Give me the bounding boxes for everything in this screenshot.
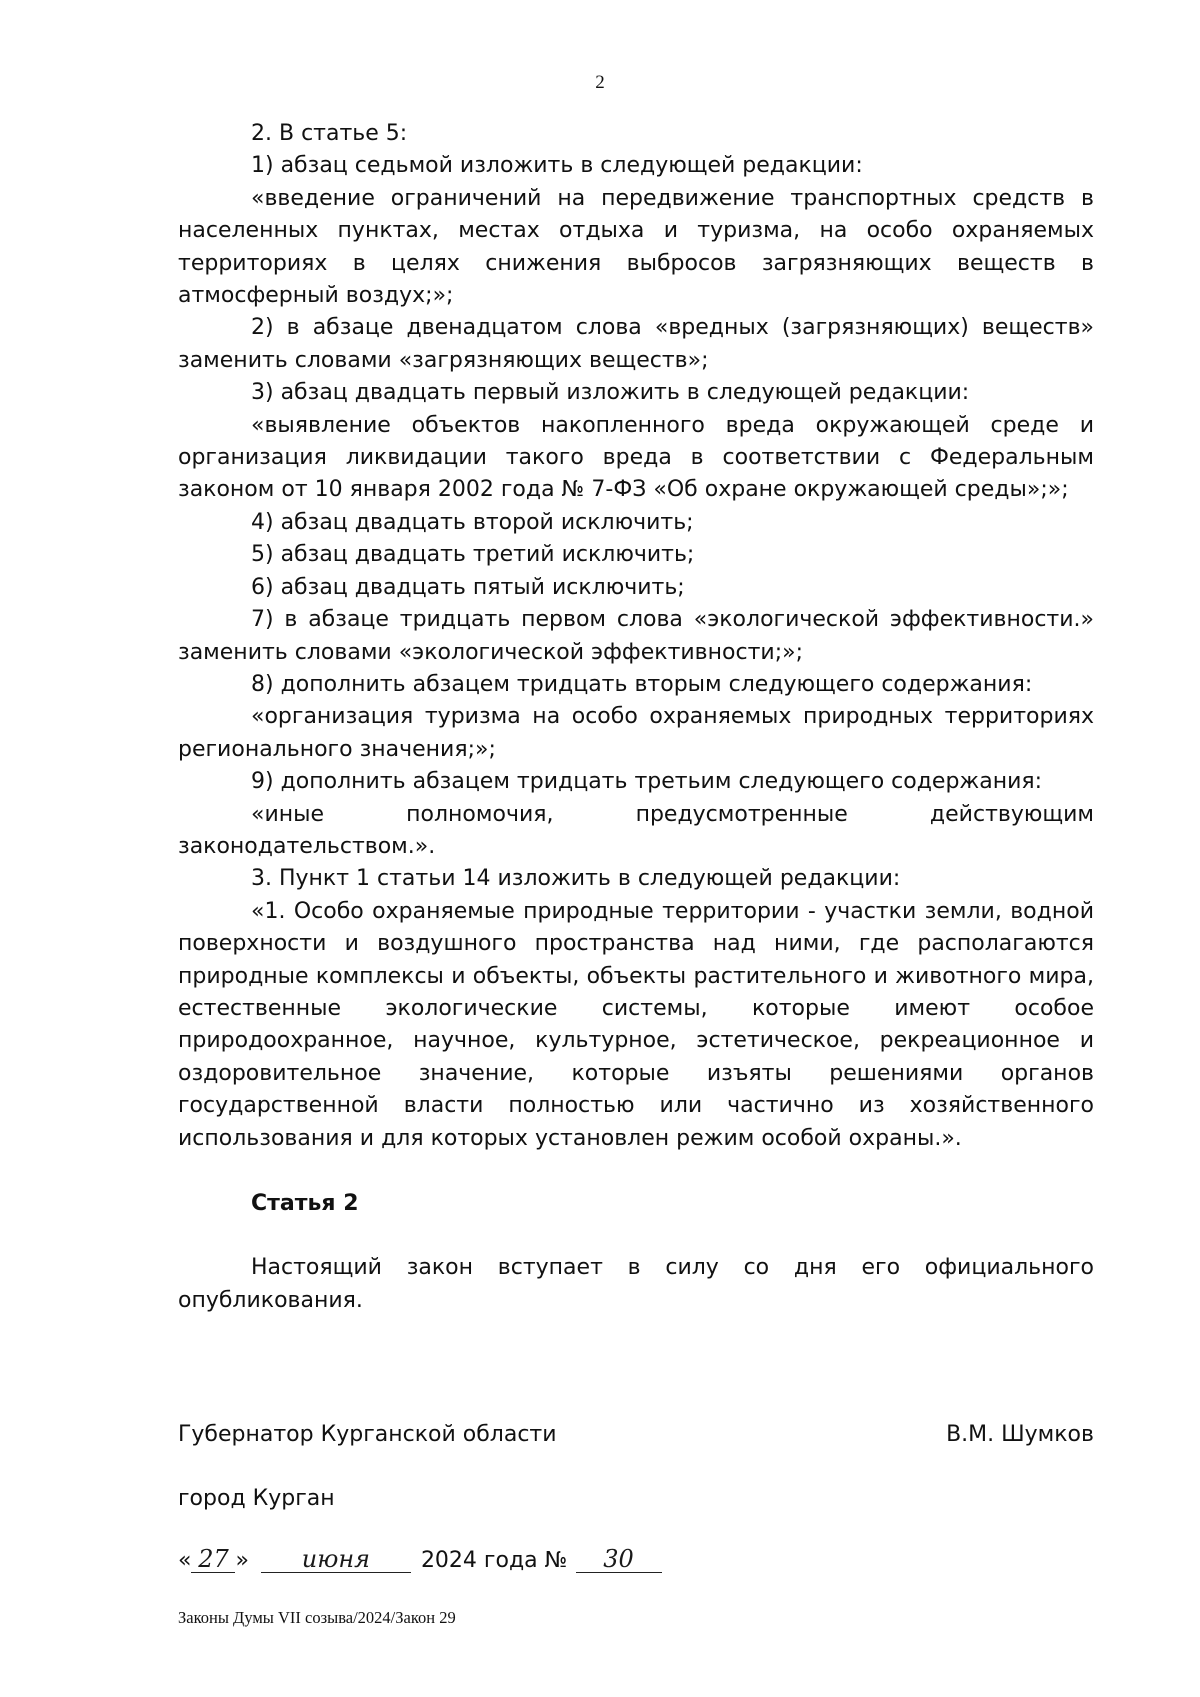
paragraph: 4) абзац двадцать второй исключить; bbox=[251, 509, 694, 535]
date-day: 27 bbox=[191, 1546, 235, 1573]
page-number: 2 bbox=[595, 72, 605, 93]
date-open-quote: « bbox=[178, 1548, 192, 1573]
law-body bbox=[178, 118, 1094, 1317]
paragraph: 9) дополнить абзацем тридцать третьим следующего содержания: bbox=[251, 769, 1043, 795]
signatory-name: В.М. Шумков bbox=[946, 1422, 1094, 1447]
paragraph: «иные полномочия, предусмотренные действующим законодательством.». bbox=[178, 801, 1094, 859]
law-number: 30 bbox=[576, 1546, 662, 1573]
paragraph: «выявление объектов накопленного вреда окружающей среде и организация ликвидации такого вреда в соответствии с Федеральным законом от 10 января 2002 года № 7-ФЗ «Об охране окружающей среды»;»; bbox=[178, 412, 1094, 503]
footer-path: Законы Думы VII созыва/2024/Закон 29 bbox=[178, 1608, 456, 1627]
paragraph: 2. В статье 5: bbox=[251, 121, 408, 146]
paragraph: 2) в абзаце двенадцатом слова «вредных (загрязняющих) веществ» заменить словами «загрязняющих веществ»; bbox=[178, 315, 1094, 373]
paragraph: 7) в абзаце тридцать первом слова «экологической эффективности.» заменить словами «экологической эффективности;»; bbox=[178, 607, 1094, 665]
paragraph: 1) абзац седьмой изложить в следующей редакции: bbox=[251, 153, 863, 179]
article-2-heading: Статья 2 bbox=[251, 1191, 359, 1216]
article-2-text: Настоящий закон вступает в силу со дня его официального опубликования. bbox=[178, 1255, 1094, 1313]
paragraph: 8) дополнить абзацем тридцать вторым следующего содержания: bbox=[251, 671, 1033, 697]
paragraph: 6) абзац двадцать пятый исключить; bbox=[251, 574, 685, 600]
paragraph: 3) абзац двадцать первый изложить в следующей редакции: bbox=[251, 380, 970, 406]
paragraph: 3. Пункт 1 статьи 14 изложить в следующей редакции: bbox=[251, 866, 901, 892]
paragraph: «1. Особо охраняемые природные территории - участки земли, водной поверхности и воздушного пространства над ними, где располагаются природные комплексы и объекты, объекты растительного и животного мира, естественные экологические системы, которые имеют особое природоохранное, научное, культурное, эстетическое, рекреационное и оздоровительное значение, которые изъяты решениями органов государственной власти полностью или частично из хозяйственного использования и для которых установлен режим особой охраны.». bbox=[178, 898, 1094, 1151]
paragraph: «организация туризма на особо охраняемых природных территориях регионального значения;»; bbox=[178, 704, 1094, 762]
signature-block bbox=[178, 1422, 1094, 1447]
city: город Курган bbox=[178, 1486, 335, 1511]
date-month: июня bbox=[261, 1546, 411, 1573]
paragraph: «введение ограничений на передвижение транспортных средств в населенных пунктах, местах отдыха и туризма, на особо охраняемых территориях в целях снижения выбросов загрязняющих веществ в атмосферный воздух;»; bbox=[178, 185, 1094, 309]
date-line bbox=[178, 1546, 662, 1573]
date-close-quote: » bbox=[235, 1548, 249, 1573]
paragraph: 5) абзац двадцать третий исключить; bbox=[251, 542, 695, 568]
date-year-label: 2024 года № bbox=[420, 1548, 568, 1573]
signatory-position: Губернатор Курганской области bbox=[178, 1422, 557, 1447]
